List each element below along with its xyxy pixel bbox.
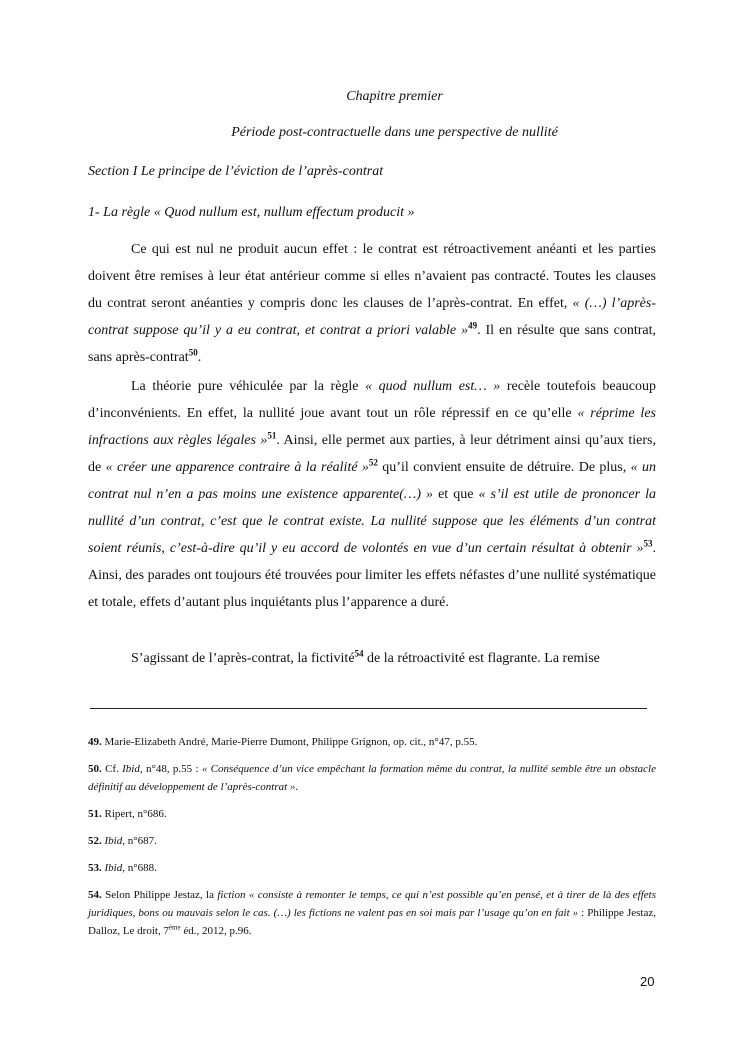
footnote-number: 53. [88, 862, 102, 874]
quote: « un contrat nul n’en a pas moins une existence apparente(…) » [88, 460, 656, 502]
footnote-51 [88, 805, 656, 823]
paragraph-1 [88, 236, 656, 379]
quote: « créer une apparence contraire à la réalité » [105, 460, 369, 475]
footnote-number: 50. [88, 763, 102, 775]
text: Ce qui est nul ne produit aucun effet : le contrat est rétroactivement anéanti et les parties doivent être remises à leur état antérieur comme si elles n’avaient pas contracté. Toutes les clauses du contrat seront anéanties y compris donc les clauses de l’après-contrat. En effet, [88, 242, 656, 311]
footnote-separator [90, 708, 647, 709]
footnote-text: Ibid [104, 835, 123, 847]
footnote-text: Cf. [101, 763, 123, 775]
footnote-49 [88, 733, 656, 751]
text: qu’il convient ensuite de détruire. De plus, [377, 460, 631, 475]
footnote-text: Ibid [122, 763, 140, 775]
chapter-subtitle: Période post-contractuelle dans une perspective de nullité [231, 125, 558, 140]
quote: « s’il est utile de prononcer la nullité d’un contrat, c’est que le contrat existe. La nullité suppose que les éléments d’un contrat soient réunis, c’est-à-dire qu’il y eu accord de volontés en vue d’un certain résultat à obtenir » [88, 487, 656, 556]
text: . Ainsi, des parades ont toujours été trouvées pour limiter les effets néfastes d’une nullité systématique et totale, effets d’autant plus inquiétants plus l’apparence a duré. [88, 541, 656, 610]
quote: « quod nullum est… » [365, 379, 501, 394]
footnote-ref-49[interactable]: 49 [468, 320, 478, 331]
footnote-quote: fiction « consiste à remonter le temps, ce qui n’est possible qu’en pensé, et à tirer de là des effets juridiques, bons ou mauvais selon le cas. (…) les fictions ne valent pas en soi mais par l’usage qu’on en fait » [88, 889, 656, 919]
text: . Ainsi, elle permet aux parties, à leur détriment ainsi qu’aux tiers, de [88, 433, 656, 475]
footnote-number: 54. [88, 889, 102, 901]
footnote-number: 49. [88, 736, 102, 748]
footnote-ref-51[interactable]: 51 [267, 430, 277, 441]
footnote-text: . [295, 781, 299, 793]
text: et que [433, 487, 479, 502]
footnote-ref-53[interactable]: 53 [643, 538, 653, 549]
footnote-number: 52. [88, 835, 102, 847]
text: . [197, 350, 202, 365]
footnote-ref-52[interactable]: 52 [368, 457, 378, 468]
text: La théorie pure véhiculée par la règle [131, 379, 366, 394]
footnote-ref-50[interactable]: 50 [188, 347, 198, 358]
chapter-title: Chapitre premier [346, 89, 443, 104]
footnote-ref-54[interactable]: 54 [354, 648, 364, 659]
text: de la rétroactivité est flagrante. La remise [363, 651, 600, 666]
footnote-text: , n°688. [122, 862, 157, 874]
quote: « (…) l’après-contrat suppose qu’il y a eu contrat, et contrat a priori valable » [88, 296, 656, 338]
footnote-54 [88, 886, 656, 940]
footnote-text: Marie-Elizabeth André, Marie-Pierre Dumont, Philippe Grignon, op. cit., n°47, p.55. [101, 736, 478, 748]
footnotes [88, 733, 656, 949]
footnote-text: , n°48, p.55 : [139, 763, 202, 775]
footnote-text: éd., 2012, p.96. [180, 925, 252, 937]
footnote-text: Selon Philippe Jestaz, la [101, 889, 218, 901]
text: . Il en résulte que sans contrat, sans après-contrat [88, 323, 656, 365]
page-number: 20 [640, 974, 655, 989]
text: recèle toutefois beaucoup d’inconvénients. En effet, la nullité joue avant tout un rôle répressif en ce qu’elle [88, 379, 657, 421]
quote: « réprime les infractions aux règles légales » [88, 406, 656, 448]
footnote-text: , n°687. [122, 835, 157, 847]
paragraph-3 [88, 645, 656, 680]
rule-heading: 1- La règle « Quod nullum est, nullum effectum producit » [88, 205, 415, 220]
footnote-50 [88, 760, 656, 796]
footnote-text: : Philippe Jestaz, Dalloz, Le droit, 7 [88, 907, 656, 937]
footnote-text: Ibid [104, 862, 123, 874]
footnote-text: Ripert, n°686. [101, 808, 167, 820]
section-heading: Section I Le principe de l’éviction de l’après-contrat [88, 164, 384, 179]
footnote-52 [88, 832, 656, 850]
superscript: ème [168, 923, 181, 932]
footnote-quote: « Conséquence d’un vice empêchant la formation même du contrat, la nullité semble être un obstacle définitif au développement de l’après-contrat » [88, 763, 656, 793]
paragraph-2 [88, 373, 656, 624]
footnote-53 [88, 859, 656, 877]
footnote-number: 51. [88, 808, 102, 820]
text: S’agissant de l’après-contrat, la fictivité [131, 651, 355, 666]
